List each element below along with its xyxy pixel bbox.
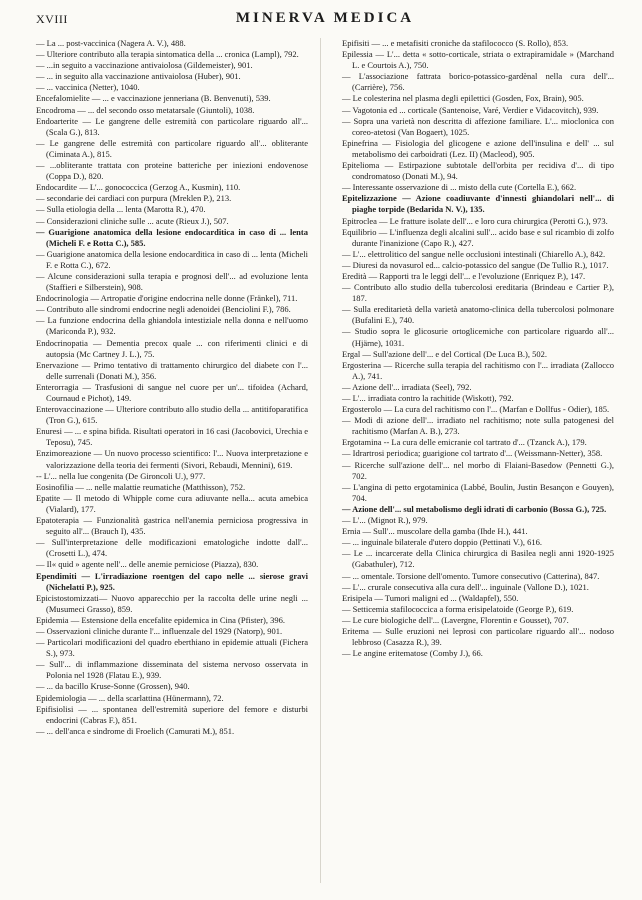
index-entry: — Diuresi da novasurol ed... calcio-potassico del sangue (De Tullio R.), 1017. <box>342 259 609 270</box>
index-entry: — ... dell'anca e sindrome di Froelich (Camurati M.), 851. <box>36 725 235 736</box>
index-entry: — Sopra una varietà non descritta di affezione familiare. L'... mioclonica con coreo-atetosi (Van Bogaert), 1025. <box>342 115 614 137</box>
index-entry: — Contributo alle sindromi endocrine negli adenoidei (Benciolini F.), 786. <box>36 304 291 315</box>
index-entry: Ernia — Sull'... muscolare della gamba (Ihde H.), 441. <box>342 526 528 537</box>
index-entry: — Le colesterina nel plasma degli epilettici (Gosden, Fox, Brain), 905. <box>342 93 584 104</box>
index-entry: — L'associazione fattrata borico-potassico-gardènal nella cura dell'... (Carrière), 756. <box>342 71 614 93</box>
index-entry: — La funzione endocrina della ghiandola intestiziale nella donna e nell'uomo (Mariconda P.), 932. <box>36 315 308 337</box>
page-number: XVIII <box>36 12 68 26</box>
index-entry: Enzimoreazione — Un nuovo processo scientifico: l'... Nuova interpretazione e valorizzazione della teoria dei fermenti (Sivori, Rebaudi, Mennini), 619. <box>36 448 308 470</box>
index-entry: Epitroclea — Le fratture isolate dell'... e loro cura chirurgica (Perotti G.), 973. <box>342 215 608 226</box>
index-entry: Epinefrina — Fisiologia del glicogene e azione dell'insulina e dell' ... sul metabolismo dei carboidrati (Lez. II) (Macleod), 905. <box>342 137 614 159</box>
index-entry: — Considerazioni cliniche sulle ... acute (Rieux J.), 507. <box>36 215 229 226</box>
index-entry: — Le ... incarcerate della Clinica chirurgica di Basilea negli anni 1920-1925 (Gabathuler), 712. <box>342 548 614 570</box>
index-entry: — Guarigione anatomica della lesione endocarditica in caso di ... lenta (Micheli F. e Rotta C.), 585. <box>36 226 308 248</box>
right-column <box>342 38 614 659</box>
index-entry: Epifisiolisi — ... spontanea dell'estremità superiore del femore e disturbi endocrini (Cabras F.), 851. <box>36 703 308 725</box>
index-entry: Epifisiti — ... e metafisiti croniche da stafilococco (S. Rollo), 853. <box>342 38 569 48</box>
index-entry: Epicistostomizzati— Nuovo apparecchio per la raccolta delle urine negli ... (Musumeci Grasso), 859. <box>36 592 308 614</box>
index-entry: Ergotamina -- La cura delle emicranie col tartrato d'... (Tzanck A.), 179. <box>342 437 587 448</box>
running-title: MINERVA MEDICA <box>235 10 415 26</box>
index-entry: Epatite — Il metodo di Whipple come cura adiuvante nella... acuta amebica (Vialard), 177. <box>36 492 308 514</box>
index-entry: Epidemiologia — ... della scarlattina (Hünermann), 72. <box>36 692 224 703</box>
index-entry: — ... omentale. Torsione dell'omento. Tumore consecutivo (Catterina), 847. <box>342 570 600 581</box>
index-entry: — Contributo allo studio della tubercolosi ereditaria (Brindeau e Cartier P.), 187. <box>342 282 614 304</box>
index-entry: Eosinofilia — ... nelle malattie reumatiche (Matthisson), 752. <box>36 481 246 492</box>
index-entry: — Modi di azione dell'... irradiato nel rachitismo; note sulla patogenesi del rachitismo (Marfan A. B.), 273. <box>342 415 614 437</box>
index-entry: — Idrartrosi periodica; guarigione col tartrato d'... (Weissmann-Netter), 358. <box>342 448 603 459</box>
index-entry: — Sulla etiologia della ... lenta (Marotta R.), 470. <box>36 204 206 215</box>
index-entry: Endocardite — L'... gonococcica (Gerzog A., Kusmin), 110. <box>36 182 241 193</box>
index-entry: — Vagotonia ed ... corticale (Santenoise, Varé, Verdier e Vidacovitch), 939. <box>342 104 599 115</box>
index-entry: Enuresi — ... e spina bifida. Risultati operatori in 16 casi (Jacobovici, Urechia e Teposu), 745. <box>36 426 308 448</box>
index-entry: — Le cure biologiche dell'... (Lavergne, Florentin e Gousset), 707. <box>342 614 569 625</box>
index-entry: Eritema — Sulle eruzioni nei leprosi con particolare riguardo all'... nodoso lebbroso (Casazza R.), 39. <box>342 625 614 648</box>
index-entry: — L'... (Mignot R.), 979. <box>342 515 428 526</box>
index-entry: Enervazione — Primo tentativo di trattamento chirurgico del diabete con l'... delle surrenali (Donati M.), 356. <box>36 359 308 381</box>
index-entry: — Particolari modificazioni del quadro eberthiano in epidemie attuali (Fichera S.), 973. <box>36 637 308 659</box>
index-entry: — Le gangrene delle estremità con particolare riguardo all'... obliterante (Ciminata A.), 815. <box>36 137 308 159</box>
index-entry: Ergal — Sull'azione dell'... e del Cortical (De Luca B.), 502. <box>342 348 547 359</box>
index-entry: — L'... crurale consecutiva alla cura dell'... inguinale (Vallone D.), 1021. <box>342 581 589 592</box>
index-entry: — Alcune considerazioni sulla terapia e prognosi dell'... ad evoluzione lenta (Staffieri e Silberstein), 908. <box>36 270 308 293</box>
index-entry: — ... inguinale bilaterale d'utero doppio (Pettinati V.), 616. <box>342 537 542 548</box>
left-column <box>36 38 308 737</box>
index-entry: — secondarie dei cardiaci con purpura (Mreklen P.), 213. <box>36 193 232 204</box>
index-entry: — Studio sopra le glicosurie ortoglicemiche con particolare riguardo all'... (Hjärne), 1031. <box>342 326 614 348</box>
index-entry: Encefalomielite — ... e vaccinazione jenneriana (B. Benvenuti), 539. <box>36 93 271 104</box>
index-entry: — Sull'... di inflammazione disseminata del sistema nervoso osservata in Polonia nel 1928 (Flatau E.), 939. <box>36 659 308 681</box>
index-entry: Epitelizzazione — Azione coadiuvante d'innesti ghiandolari nell'... di piaghe torpide (Bedarida N. V.), 135. <box>342 193 614 215</box>
page-header <box>36 10 614 30</box>
index-entry: Eredità — Rapporti tra le leggi dell'... e l'evoluzione (Enriquez P.), 147. <box>342 270 586 281</box>
index-entry: Endoarterite — Le gangrene delle estremità con particolare riguardo all'... (Scala G.), 813. <box>36 115 308 137</box>
index-entry: Endocrinologia — Artropatie d'origine endocrina nelle donne (Fränkel), 711. <box>36 293 298 304</box>
index-entry: — ...obliterante trattata con proteine batteriche per iniezioni endovenose (Coppa D.), 820. <box>36 160 308 182</box>
index-entry: Ergosterolo — La cura del rachitismo con l'... (Marfan e Dollfus - Odier), 185. <box>342 404 610 415</box>
index-entry: — L'... elettrolitico del sangue nelle occlusioni intestinali (Chiarello A.), 842. <box>342 248 606 259</box>
column-divider <box>320 38 321 883</box>
index-entry: — ... in seguito alla vaccinazione antivaiolosa (Huber), 901. <box>36 71 241 82</box>
index-entry: Ependimiti — L'irradiazione roentgen del capo nelle ... sierose gravi (Nichelatti P.), 925. <box>36 570 308 592</box>
index-entry: Equilibrio — L'influenza degli alcalini sull'... acido base e sul ricambio di zolfo durante l'inanizione (Capo R.), 427. <box>342 226 614 248</box>
index-entry: — Sull'interpretazione delle modificazioni ematologiche indotte dall'... (Crosetti L.), 474. <box>36 537 308 559</box>
index-entry: — L'... irradiata contro la rachitide (Wiskott), 792. <box>342 393 514 403</box>
index-entry: — Guarigione anatomica della lesione endocarditica in caso di ... lenta (Micheli F. e Rotta C.), 672. <box>36 248 308 270</box>
index-entry: — Osservazioni cliniche durante l'... influenzale del 1929 (Natorp), 901. <box>36 625 283 636</box>
index-entry: Enterorragia — Trasfusioni di sangue nel cuore per un'... tifoidea (Achard, Cournaud e Pichot), 149. <box>36 381 308 403</box>
index-entry: — ...in seguito a vaccinazione antivaiolosa (Gildemeister), 901. <box>36 60 253 71</box>
index-entry: Epatoterapia — Funzionalità gastrica nell'anemia perniciosa progressiva in seguito all'... (Brauch I), 435. <box>36 515 308 537</box>
index-entry: Endocrinopatia — Dementia precox quale ... con riferimenti clinici e di autopsia (Mc Cartney J. L.), 75. <box>36 337 308 359</box>
index-entry: — Azione dell'... sul metabolismo degli idrati di carbonio (Bossa G.), 725. <box>342 503 607 514</box>
index-entry: — L'angina di petto ergotaminica (Labbé, Boulin, Justin Besançon e Gouyen), 704. <box>342 481 614 503</box>
index-entry: — Il« quid » agente nell'... delle anemie perniciose (Piazza), 830. <box>36 559 259 570</box>
index-entry: — ... da bacillo Kruse-Sonne (Grossen), 940. <box>36 681 190 692</box>
index-entry: Enterovaccinazione — Ulteriore contributo allo studio della ... antitifoparatifica (Tron G.), 615. <box>36 404 308 426</box>
index-entry: Epidemia — Estensione della encefalite epidemica in Cina (Pfister), 396. <box>36 614 286 625</box>
index-entry: — Ricerche sull'azione dell'... nel morbo di Flaiani-Basedow (Pennetti G.), 702. <box>342 459 614 481</box>
index-entry: Erisipela — Tumori maligni ed ... (Waldapfel), 550. <box>342 592 519 603</box>
index-entry: Encodroma — ... del secondo osso metatarsale (Giuntoli), 1038. <box>36 104 255 115</box>
index-entry: — Azione dell'... irradiata (Seel), 792. <box>342 381 472 392</box>
index-entry: — Interessante osservazione di ... misto della cute (Cortella E.), 662. <box>342 182 577 193</box>
index-entry: — Ulteriore contributo alla terapia sintomatica della ... cronica (Lampl), 792. <box>36 49 299 60</box>
index-entry: — Setticemia stafilococcica a forma erisipelatoide (George P.), 619. <box>342 603 574 614</box>
index-entry: Epitelioma — Estirpazione subtotale dell'orbita per recidiva d'... di tipo condromatoso (Donati M.), 94. <box>342 160 614 182</box>
index-entry: — ... vaccinica (Netter), 1040. <box>36 82 140 93</box>
index-entry: — Sulla ereditarietà della varietà anatomo-clinica della tubercolosi polmonare (Bufalini E.), 740. <box>342 304 614 326</box>
index-entry: Epilessia — L'... detta « sotto-corticale, striata o extrapiramidale » (Marchand L. e Courtois A.), 750. <box>342 49 614 71</box>
index-entry: Ergosterina — Ricerche sulla terapia del rachitismo con l'... irradiata (Zallocco A.), 741. <box>342 359 614 381</box>
index-entry: — La ... post-vaccinica (Nagera A. V.), 488. <box>36 38 186 48</box>
index-entry: — Le angine eritematose (Comby J.), 66. <box>342 648 483 659</box>
index-entry: -- L'... nella lue congenita (De Gironcoli U.), 977. <box>36 470 206 481</box>
